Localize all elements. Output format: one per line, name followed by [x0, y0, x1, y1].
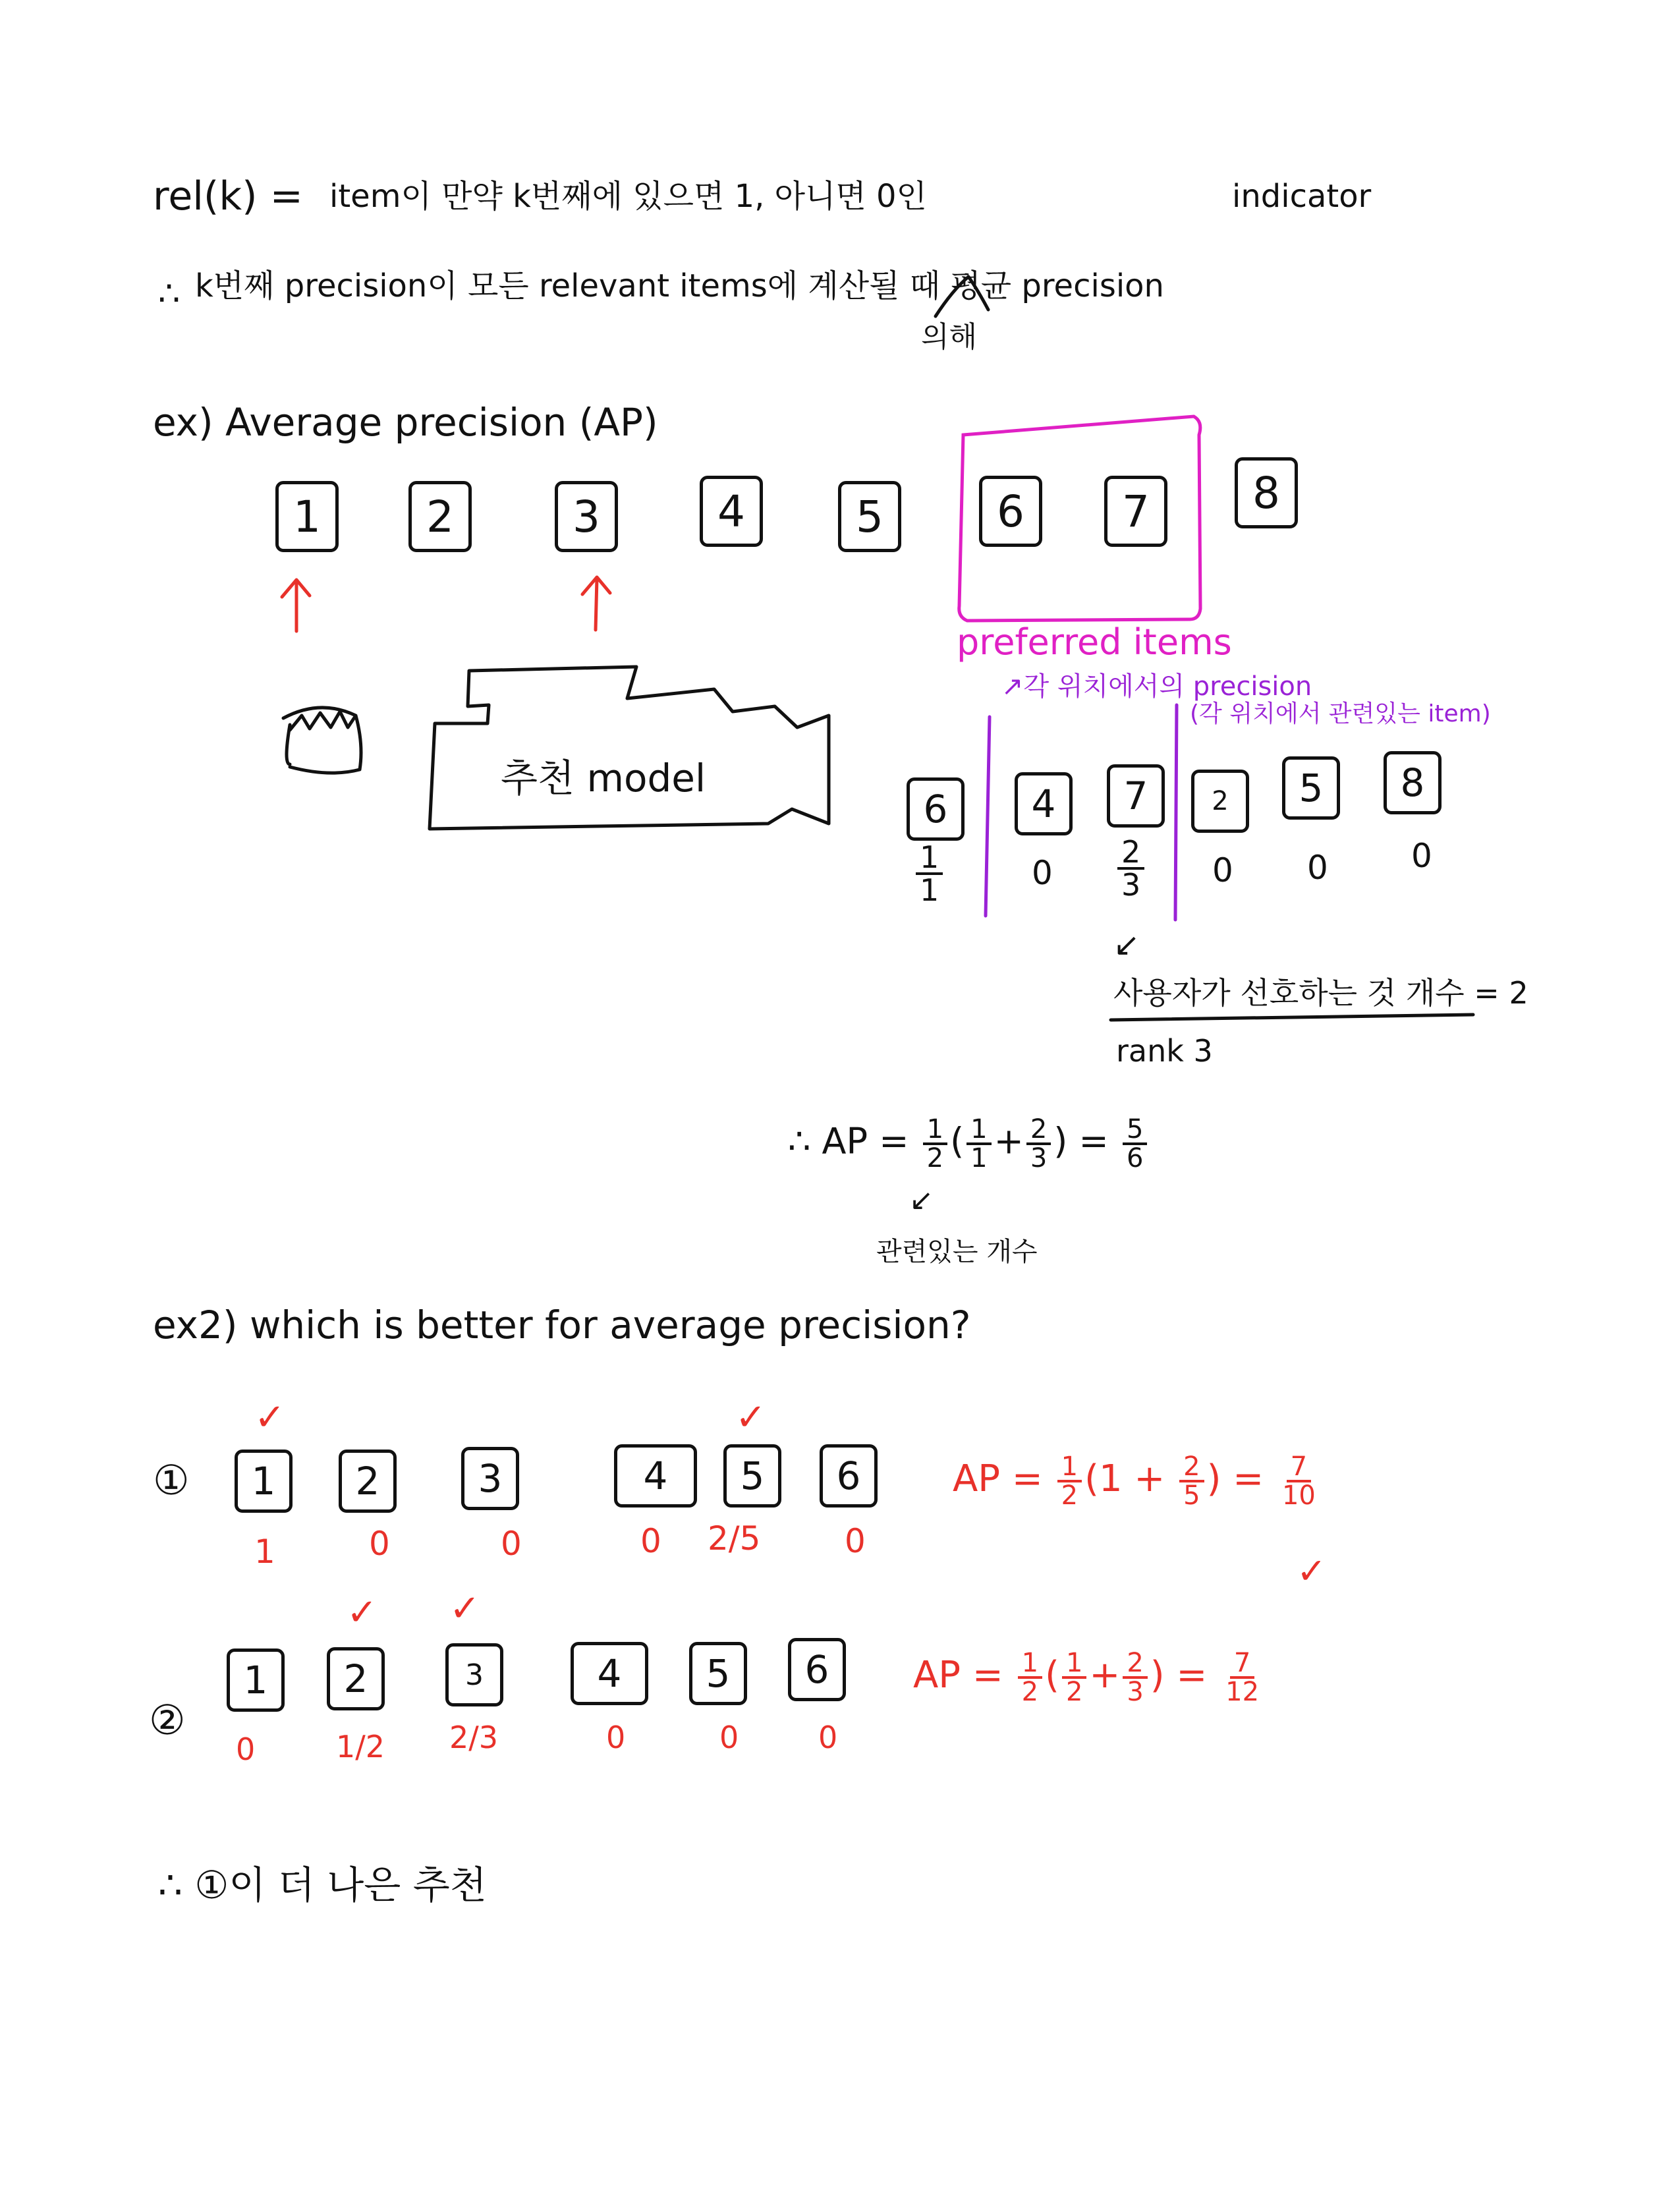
item-box-8: 8 [1235, 457, 1298, 528]
ap-formula-example1: ∴ AP = $\frac{1}{2}$ ( $\frac{1}{1}$ + $\frac{2}{3}$ ) = $\frac{5}{6}$ [788, 1116, 1150, 1171]
rel-definition-lhs: rel(k) = [153, 173, 303, 219]
ap-formula-case1: AP = $\frac{1}{2}$ (1 + $\frac{2}{5}$ ) = $\frac{7}{10}$ [953, 1451, 1316, 1511]
ranked-score-3: $\frac{2}{3}$ [1115, 837, 1147, 900]
conclusion-prefix: ∴ [158, 1863, 182, 1907]
item-box-4: 4 [700, 476, 763, 547]
relevant-arrow-icon-3 [582, 577, 610, 630]
case2-score-6: 0 [818, 1720, 838, 1755]
case2-box-4: 4 [571, 1642, 648, 1705]
case1-score-5: 2/5 [708, 1519, 761, 1558]
precision-definition-note: 의해 [921, 320, 978, 354]
ranked-box-3: 7 [1107, 764, 1165, 828]
ranked-box-6: 8 [1384, 751, 1442, 814]
ranked-score-5: 0 [1307, 849, 1328, 887]
precision-per-position-note: ↗각 위치에서의 precision [1001, 671, 1312, 702]
conclusion-text: 이 더 나은 추천 [229, 1863, 487, 1907]
case2-box-2: 2 [327, 1647, 385, 1710]
precision-definition-prefix: ∴ [158, 274, 181, 314]
rank-arrow-icon: ↙ [1113, 926, 1140, 963]
item-box-5: 5 [838, 481, 901, 552]
relevant-arrow-icon-1 [282, 580, 310, 631]
preferred-items-label: preferred items [957, 621, 1232, 663]
conclusion-marker: ① [194, 1863, 229, 1907]
item-box-7: 7 [1104, 476, 1167, 547]
item-box-2: 2 [408, 481, 472, 552]
divider-after-rank1 [986, 717, 990, 916]
case2-score-5: 0 [719, 1720, 739, 1755]
case2-box-5: 5 [689, 1642, 747, 1705]
rel-definition-text: item이 만약 k번째에 있으면 1, 아니면 0인 [329, 178, 927, 215]
case1-box-6: 6 [820, 1444, 878, 1508]
case1-score-6: 0 [845, 1522, 866, 1560]
case2-score-2: 1/2 [336, 1729, 385, 1764]
check-icon-case1-item5: ✓ [735, 1396, 766, 1439]
case2-score-3: 2/3 [449, 1720, 499, 1755]
count-arrow-icon: ↙ [909, 1183, 934, 1217]
case2-score-4: 0 [606, 1720, 626, 1755]
rank-note-underline [1111, 1015, 1473, 1020]
rel-definition-term: indicator [1232, 178, 1372, 215]
case1-score-2: 0 [369, 1525, 390, 1563]
case1-box-5: 5 [723, 1444, 781, 1508]
check-icon-case2-item3: ✓ [449, 1587, 480, 1630]
case1-marker: ① [153, 1456, 190, 1504]
user-doodle [283, 708, 361, 773]
ranked-score-1: $\frac{1}{1}$ [913, 842, 945, 905]
case1-box-3: 3 [461, 1447, 519, 1510]
precision-definition-text: k번째 precision이 모든 relevant items에 계산될 때 평균 precision [195, 268, 1164, 304]
case2-box-3: 3 [445, 1643, 503, 1706]
case2-box-1: 1 [227, 1648, 285, 1712]
case1-score-1: 1 [254, 1533, 275, 1571]
case1-box-2: 2 [339, 1450, 397, 1513]
model-box [430, 667, 829, 829]
recommender-model-label: 추천 model [501, 756, 706, 801]
ranked-box-1: 6 [907, 777, 965, 841]
insert-caret [936, 277, 988, 316]
case2-marker: ② [149, 1696, 186, 1744]
example2-heading: ex2) which is better for average precision? [153, 1303, 971, 1347]
ap-formula-case2: AP = $\frac{1}{2}$ ( $\frac{1}{2}$ + $\frac{2}{3}$ ) = $\frac{7}{12}$ [913, 1648, 1260, 1707]
example1-heading: ex) Average precision (AP) [153, 400, 658, 445]
relevant-per-position-note: (각 위치에서 관련있는 item) [1190, 700, 1491, 727]
case1-box-1: 1 [235, 1450, 293, 1513]
check-icon-case2-item2: ✓ [347, 1591, 378, 1634]
relevant-count-note: 관련있는 개수 [876, 1237, 1038, 1267]
divider-after-rank3 [1175, 705, 1177, 920]
ranked-box-2: 4 [1015, 772, 1073, 835]
case1-score-4: 0 [640, 1522, 661, 1560]
ranked-box-4: 2 [1191, 770, 1249, 833]
preferred-items-box [959, 416, 1200, 621]
rank-label: rank 3 [1116, 1033, 1213, 1069]
item-box-1: 1 [275, 481, 339, 552]
item-box-6: 6 [979, 476, 1042, 547]
case2-score-1: 0 [236, 1732, 256, 1767]
check-icon-case1-result: ✓ [1297, 1550, 1327, 1592]
ranked-box-5: 5 [1282, 756, 1340, 820]
preferred-count-note: 사용자가 선호하는 것 개수 = 2 [1113, 975, 1528, 1011]
item-box-3: 3 [555, 481, 618, 552]
ranked-score-4: 0 [1212, 851, 1233, 889]
ranked-score-6: 0 [1411, 837, 1432, 875]
check-icon-case1-item1: ✓ [254, 1396, 285, 1439]
ranked-score-2: 0 [1032, 854, 1053, 892]
case1-box-4: 4 [614, 1444, 697, 1508]
case2-box-6: 6 [788, 1638, 846, 1701]
case1-score-3: 0 [501, 1525, 522, 1563]
